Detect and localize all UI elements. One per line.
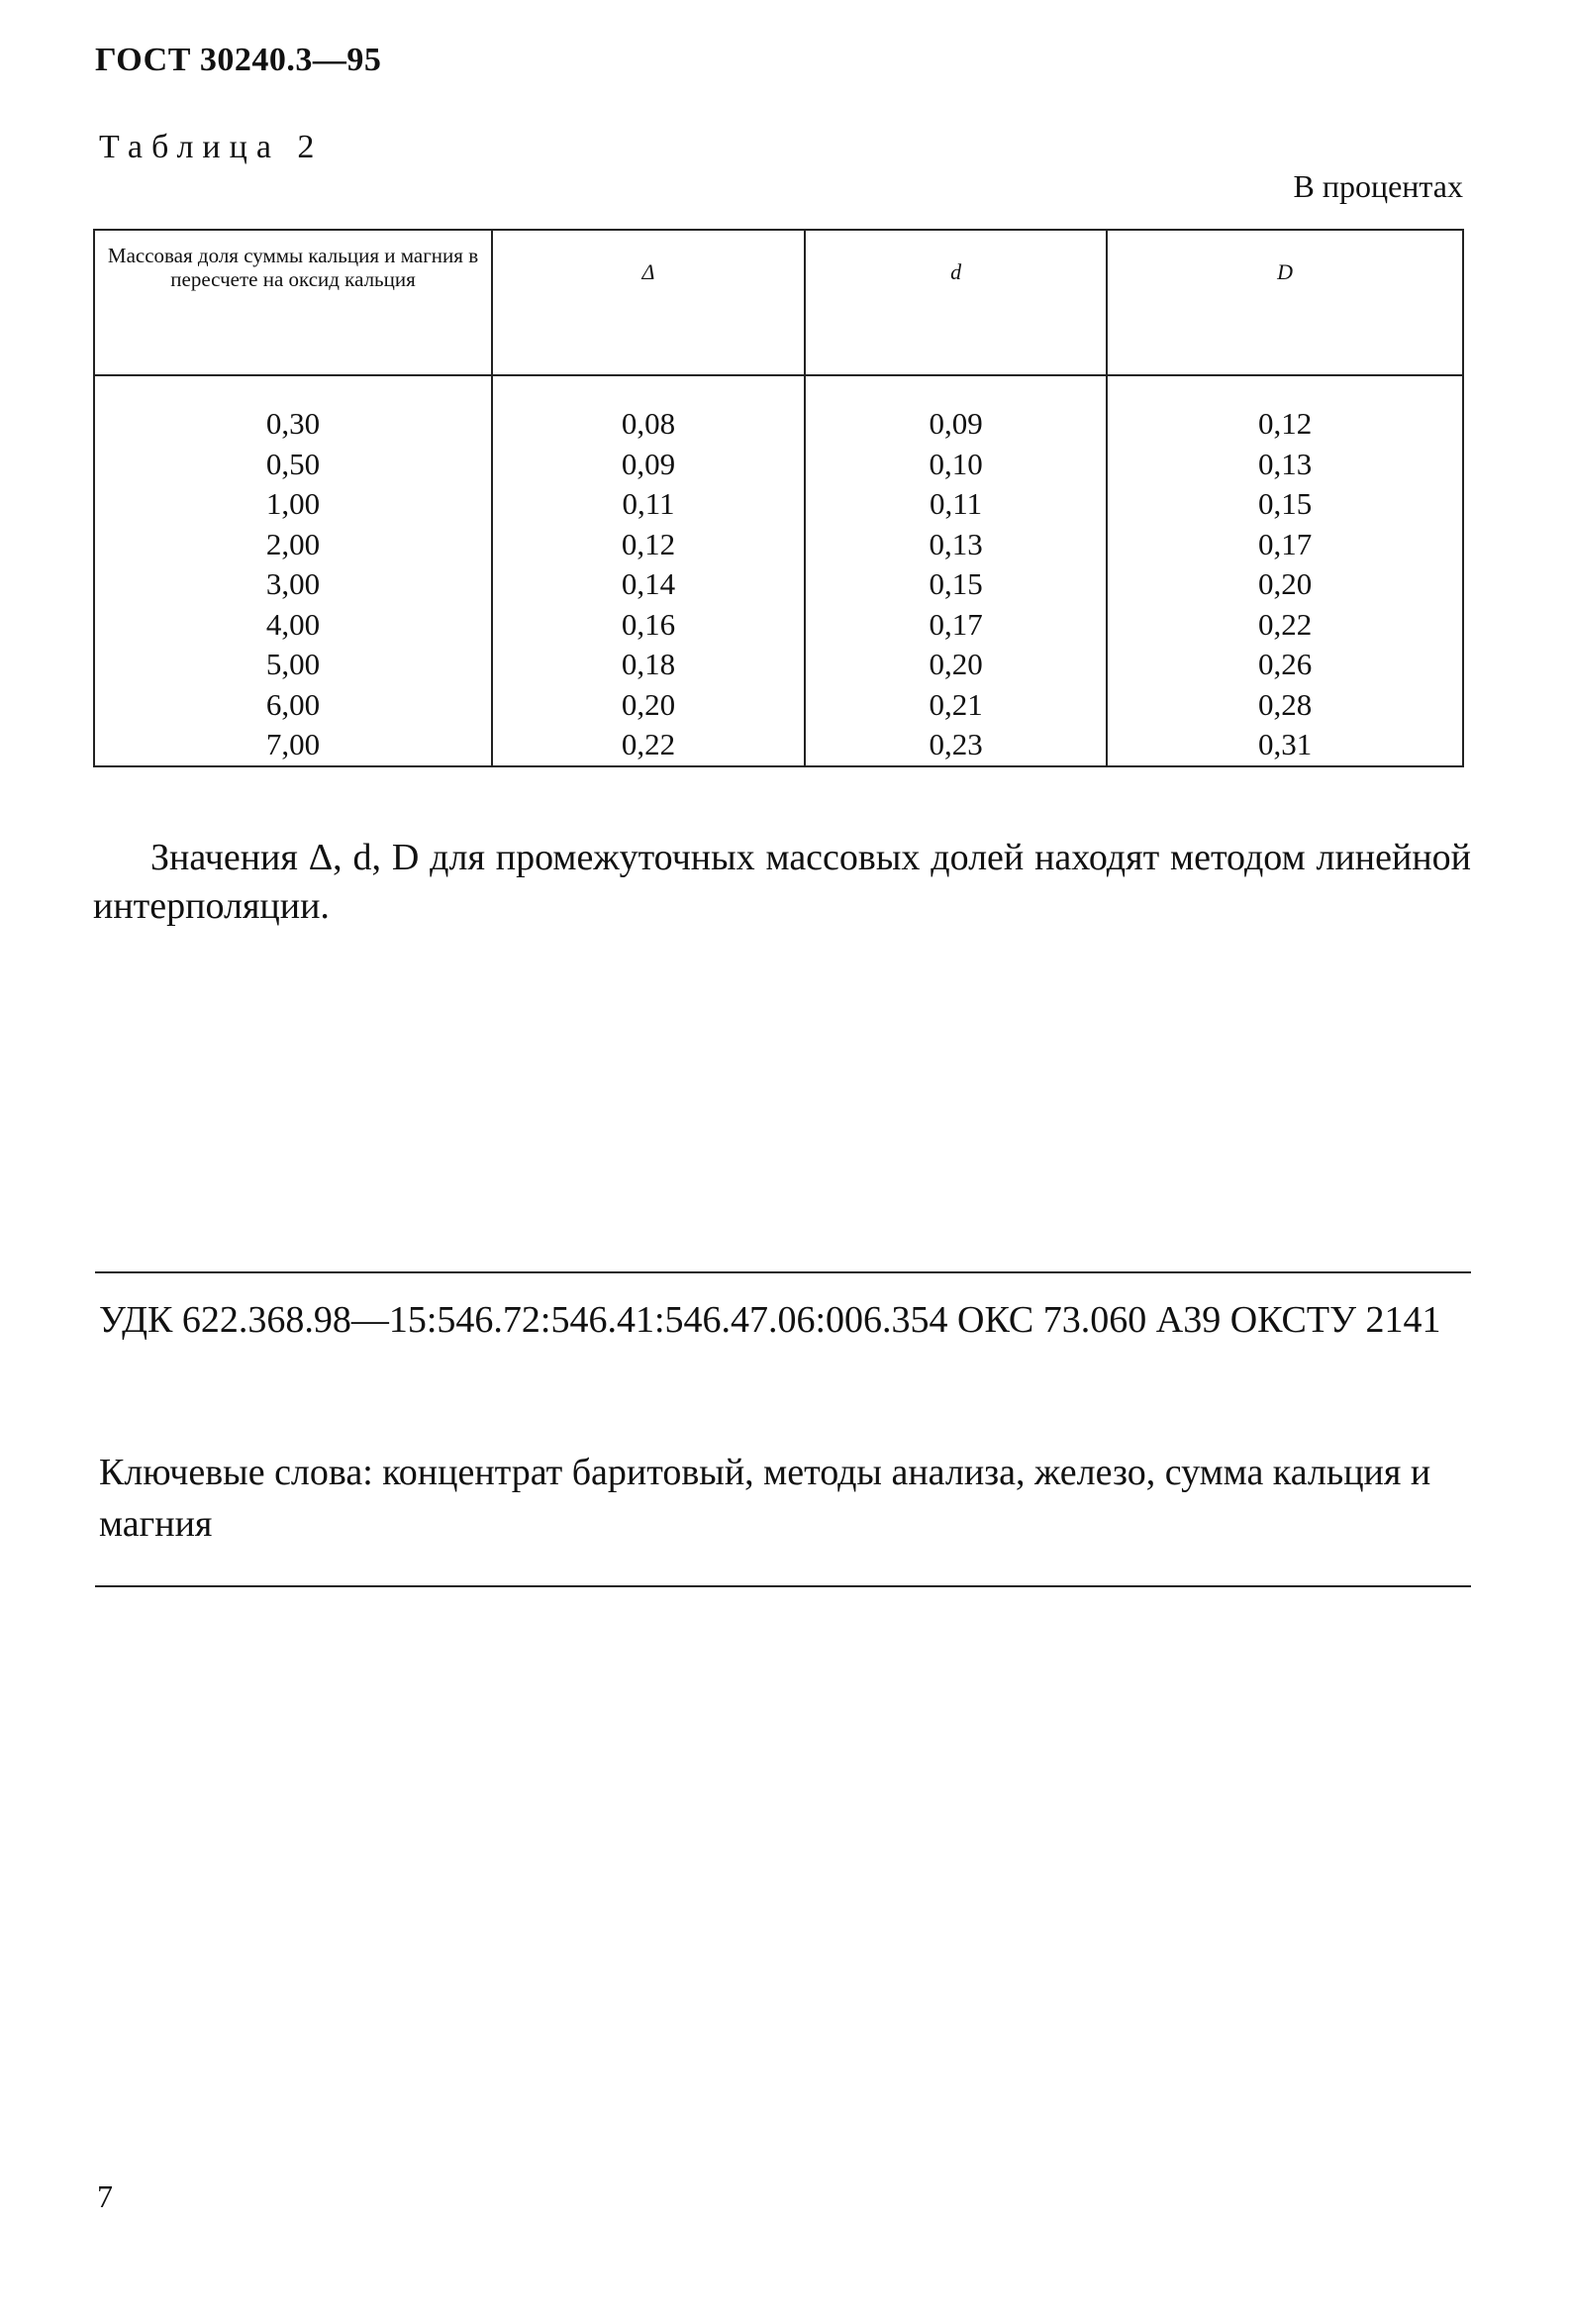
table-cell: 0,09 xyxy=(621,446,676,481)
table-cell: 0,26 xyxy=(1258,647,1313,681)
table-cell: 0,17 xyxy=(1258,526,1313,561)
table-cell: 0,10 xyxy=(929,446,983,481)
table-cell: 0,30 xyxy=(265,406,321,441)
table-cell: 0,13 xyxy=(929,526,983,561)
table-cell: 0,11 xyxy=(930,486,983,521)
column-header-D: D xyxy=(1107,230,1463,375)
table-cell: 0,14 xyxy=(621,566,676,601)
table-cell: 0,50 xyxy=(265,446,321,481)
table-cell: 0,22 xyxy=(1258,606,1313,642)
table-body-row xyxy=(94,375,1463,766)
table-cell: 0,13 xyxy=(1258,446,1313,481)
column-header-mass-fraction: Массовая доля суммы кальция и магния в пересчете на оксид кальция xyxy=(94,230,492,375)
table-label: Таблица 2 xyxy=(99,129,324,165)
keywords: Ключевые слова: концентрат баритовый, методы анализа, железо, сумма кальция и магния xyxy=(99,1452,1431,1545)
table-cell: 0,17 xyxy=(929,606,983,642)
table-cell: 0,22 xyxy=(621,727,676,761)
column-header-delta: Δ xyxy=(492,230,805,375)
column-delta-values xyxy=(492,375,805,766)
interpolation-note: Значения Δ, d, D для промежуточных массовых долей находят методом линейной интерполяции. xyxy=(93,837,1471,927)
table-cell: 2,00 xyxy=(265,526,321,561)
table-cell: 0,20 xyxy=(1258,566,1313,601)
table-cell: 0,21 xyxy=(929,686,983,722)
divider-bottom xyxy=(95,1585,1471,1587)
udk-classification: УДК 622.368.98—15:546.72:546.41:546.47.06:006.354 ОКС 73.060 А39 ОКСТУ 2141 xyxy=(99,1299,1441,1341)
table-cell: 0,08 xyxy=(621,406,676,441)
table-header-row xyxy=(94,230,1463,375)
column-d-values xyxy=(805,375,1107,766)
table-cell: 6,00 xyxy=(265,686,321,722)
column-mass-fraction-values xyxy=(94,375,492,766)
standard-designation: ГОСТ 30240.3—95 xyxy=(95,42,382,78)
table-cell: 0,18 xyxy=(621,647,676,681)
table-cell: 0,16 xyxy=(621,606,676,642)
table-cell: 0,23 xyxy=(929,727,983,761)
table-cell: 0,15 xyxy=(929,566,983,601)
table-cell: 0,31 xyxy=(1258,727,1313,761)
page-number: 7 xyxy=(97,2178,113,2214)
units-label: В процентах xyxy=(1293,168,1463,204)
table-cell: 4,00 xyxy=(265,606,321,642)
table-cell: 7,00 xyxy=(265,727,321,761)
table-cell: 5,00 xyxy=(265,647,321,681)
table-cell: 3,00 xyxy=(265,566,321,601)
data-table xyxy=(93,229,1464,767)
table-cell: 0,12 xyxy=(621,526,676,561)
column-header-d: d xyxy=(805,230,1107,375)
table-cell: 0,15 xyxy=(1258,486,1313,521)
table-cell: 0,11 xyxy=(622,486,675,521)
table-cell: 0,09 xyxy=(929,406,983,441)
divider-top xyxy=(95,1271,1471,1273)
table-cell: 0,12 xyxy=(1258,406,1313,441)
table-cell: 0,20 xyxy=(621,686,676,722)
table-cell: 0,20 xyxy=(929,647,983,681)
column-D-values xyxy=(1107,375,1463,766)
table-cell: 0,28 xyxy=(1258,686,1313,722)
table-cell: 1,00 xyxy=(265,486,321,521)
